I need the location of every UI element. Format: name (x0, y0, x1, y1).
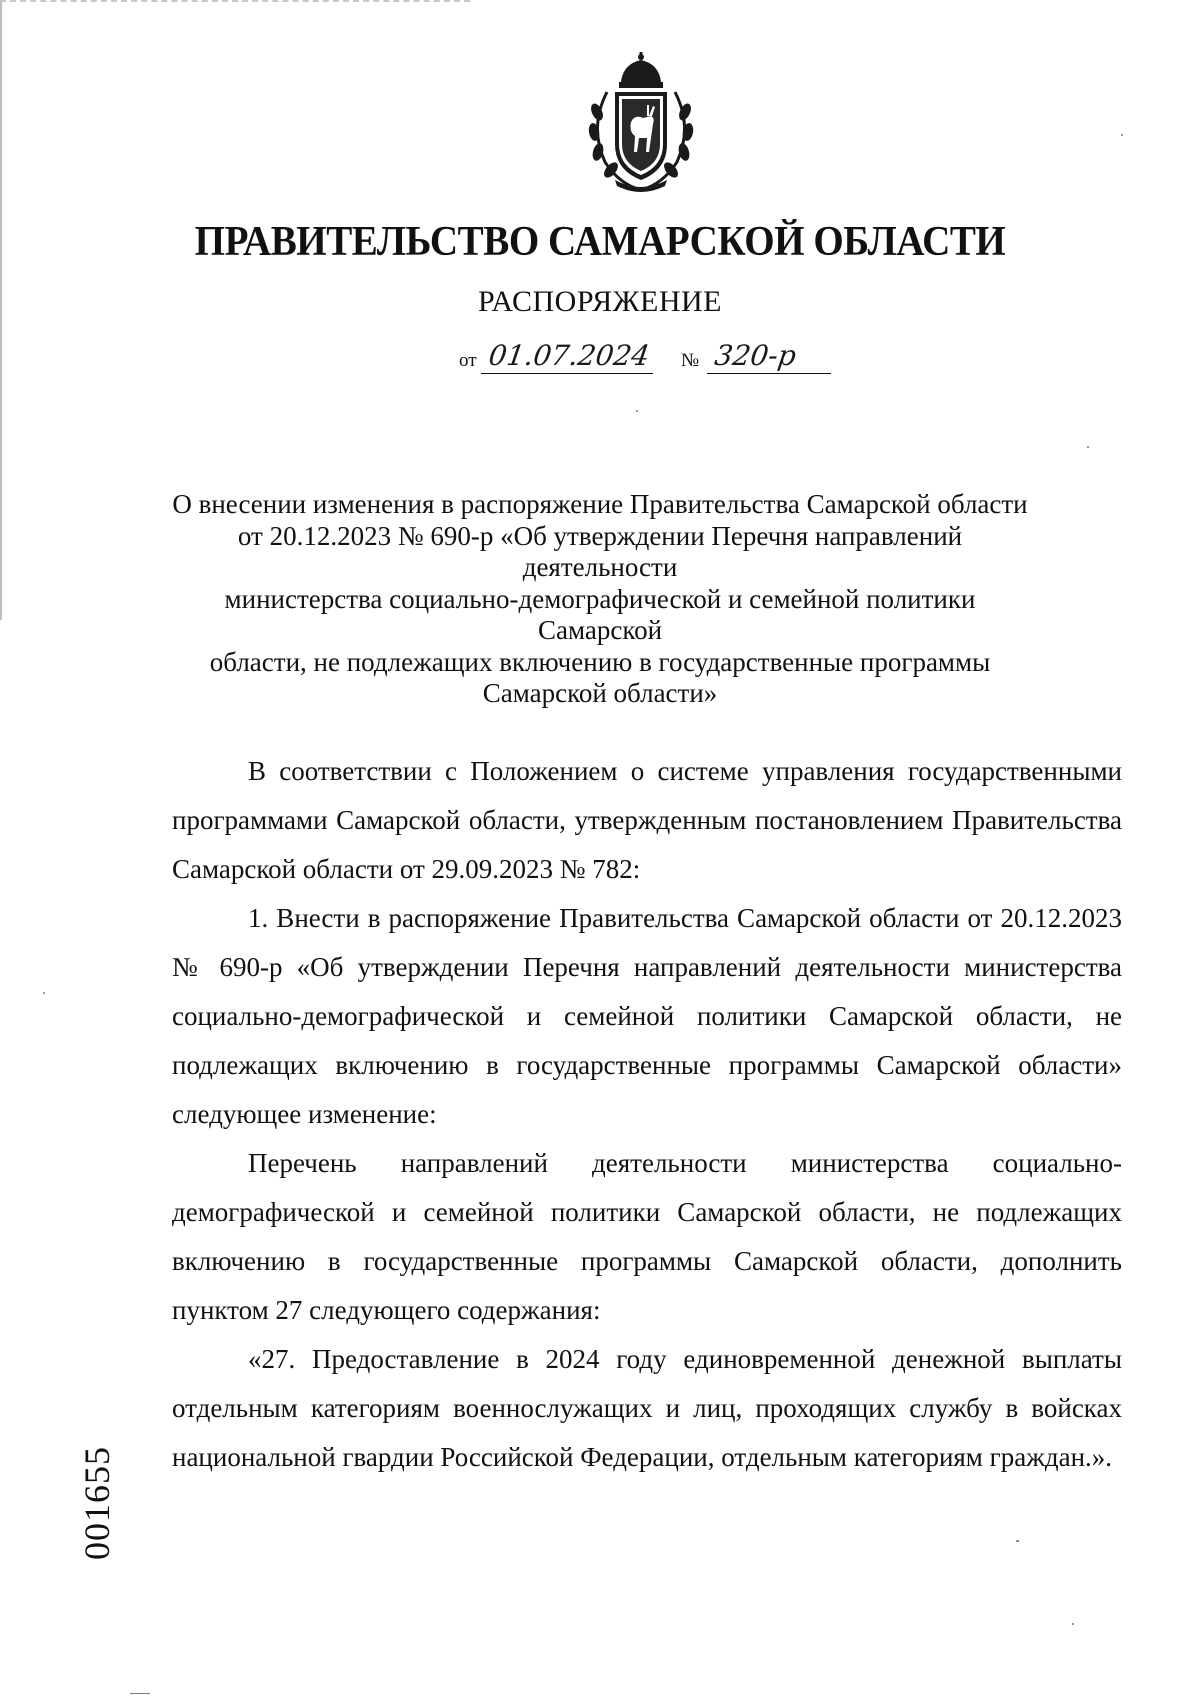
scan-speck (1016, 1540, 1019, 1542)
date-number-line (459, 340, 859, 380)
number-prefix: № (681, 350, 700, 371)
subject-line: Самарской области» (482, 678, 718, 708)
scan-speck (1121, 134, 1123, 136)
date-underline (481, 373, 653, 374)
body-paragraph: 1. Внести в распоряжение Правительства Самарской области от 20.12.2023 № 690-р «Об утверждении Перечня направлений деятельности министерства социально-демографической и семейной политики Самарской области, не подлежащих включению в государственные программы Самарской области» следующее изменение: (172, 903, 1122, 1129)
scan-speck (1072, 1623, 1074, 1625)
body-paragraph: Перечень направлений деятельности министерства социально-демографической и семейной политики Самарской области, не подлежащих включению в государственные программы Самарской области, дополнить пунктом 27 следующего содержания: (172, 1148, 1122, 1325)
subject-line: О внесении изменения в распоряжение Правительства Самарской области (172, 489, 1028, 519)
scan-speck (130, 1693, 150, 1694)
handwritten-date: 01.07.2024 (486, 339, 652, 372)
document-body (172, 747, 1122, 1482)
subject-line: от 20.12.2023 № 690-р «Об утверждении Перечня направлений деятельности (237, 520, 963, 582)
body-paragraph: В соответствии с Положением о системе управления государственными программами Самарской области, утвержденным постановлением Правительства Самарской области от 29.09.2023 № 782: (172, 756, 1122, 884)
document-subject (170, 489, 1030, 710)
scan-speck (1087, 446, 1089, 448)
subject-line: области, не подлежащих включению в государственные программы (209, 646, 991, 677)
body-paragraph: «27. Предоставление в 2024 году единовременной денежной выплаты отдельным категориям военнослужащих и лиц, проходящих службу в войсках национальной гвардии Российской Федерации, отдельным категориям граждан.». (172, 1344, 1122, 1472)
document-type: РАСПОРЯЖЕНИЕ (477, 285, 723, 318)
subject-line: министерства социально-демографической и семейной политики Самарской (224, 583, 976, 645)
handwritten-number: 320-р (712, 339, 799, 372)
scan-speck (636, 410, 638, 412)
coat-of-arms-icon (585, 52, 697, 194)
scan-edge-top (0, 0, 470, 4)
organization-title: ПРАВИТЕЛЬСТВО САМАРСКОЙ ОБЛАСТИ (194, 219, 1006, 265)
margin-stamp-number: 001655 (77, 1446, 117, 1560)
scan-speck (43, 992, 45, 994)
date-prefix: от (459, 350, 477, 371)
number-underline (707, 373, 831, 374)
